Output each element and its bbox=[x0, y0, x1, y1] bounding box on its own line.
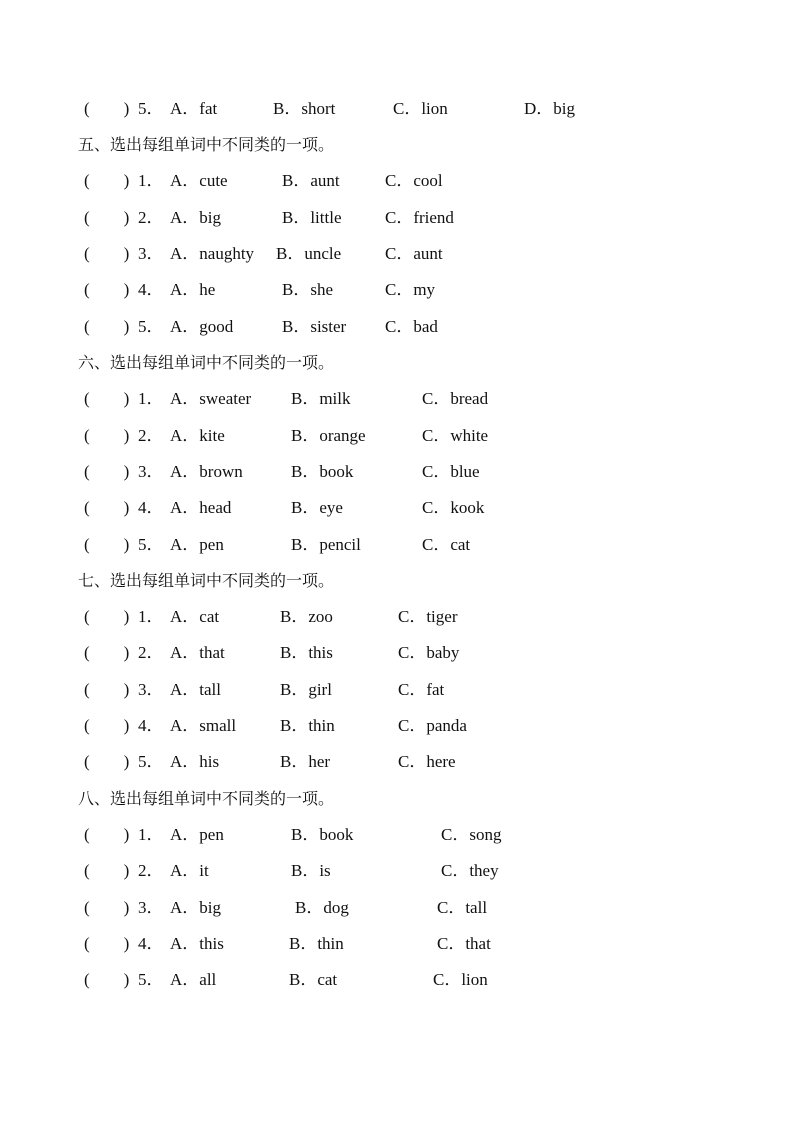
option-c: C．fat bbox=[398, 680, 445, 699]
option-b: B．book bbox=[291, 462, 354, 481]
answer-blank[interactable]: ( ) bbox=[84, 389, 130, 408]
answer-blank[interactable]: ( ) bbox=[84, 462, 130, 481]
option-c: C．that bbox=[437, 934, 491, 953]
option-a: A．it bbox=[170, 861, 209, 880]
option-c: C．kook bbox=[422, 498, 485, 517]
question-number: 1． bbox=[138, 389, 164, 408]
option-a: A．pen bbox=[170, 535, 224, 554]
answer-blank[interactable]: ( ) bbox=[84, 825, 130, 844]
option-c: C．bad bbox=[385, 317, 438, 336]
question-number: 2． bbox=[138, 208, 164, 227]
question-number: 4． bbox=[138, 280, 164, 299]
option-c: C．cat bbox=[422, 535, 471, 554]
option-c: C．panda bbox=[398, 716, 467, 735]
option-a: A．head bbox=[170, 498, 232, 517]
answer-blank[interactable]: ( ) bbox=[84, 680, 130, 699]
option-a: A．naughty bbox=[170, 244, 255, 263]
option-c: C．tall bbox=[437, 898, 488, 917]
option-c: C．tiger bbox=[398, 607, 458, 626]
option-a: A．his bbox=[170, 752, 220, 771]
option-b: B．book bbox=[291, 825, 354, 844]
answer-blank[interactable]: ( ) bbox=[84, 426, 130, 445]
option-a: A．cat bbox=[170, 607, 220, 626]
option-a: A．this bbox=[170, 934, 224, 953]
option-b: B．little bbox=[282, 208, 342, 227]
option-c: C．bread bbox=[422, 389, 489, 408]
option-c: C．blue bbox=[422, 462, 480, 481]
option-b: B．aunt bbox=[282, 171, 340, 190]
question-number: 3． bbox=[138, 244, 164, 263]
question-number: 5． bbox=[138, 535, 164, 554]
question-number: 2． bbox=[138, 643, 164, 662]
question-number: 5． bbox=[138, 99, 164, 118]
option-c: C．song bbox=[441, 825, 502, 844]
option-a: A．pen bbox=[170, 825, 224, 844]
option-b: B．dog bbox=[295, 898, 349, 917]
answer-blank[interactable]: ( ) bbox=[84, 244, 130, 263]
option-c: C．white bbox=[422, 426, 489, 445]
option-b: B．uncle bbox=[276, 244, 342, 263]
option-b: B．sister bbox=[282, 317, 347, 336]
question-number: 4． bbox=[138, 498, 164, 517]
question-number: 4． bbox=[138, 716, 164, 735]
option-a: A．good bbox=[170, 317, 234, 336]
answer-blank[interactable]: ( ) bbox=[84, 535, 130, 554]
option-a: A．sweater bbox=[170, 389, 252, 408]
option-b: B．she bbox=[282, 280, 333, 299]
section-heading: 七、选出每组单词中不同类的一项。 bbox=[78, 571, 335, 590]
option-b: B．eye bbox=[291, 498, 343, 517]
option-d: D．big bbox=[524, 99, 575, 118]
option-b: B．cat bbox=[289, 970, 338, 989]
answer-blank[interactable]: ( ) bbox=[84, 716, 130, 735]
answer-blank[interactable]: ( ) bbox=[84, 99, 130, 118]
option-b: B．zoo bbox=[280, 607, 333, 626]
option-a: A．fat bbox=[170, 99, 218, 118]
option-a: A．big bbox=[170, 898, 221, 917]
question-number: 1． bbox=[138, 607, 164, 626]
option-c: C．cool bbox=[385, 171, 443, 190]
question-number: 5． bbox=[138, 317, 164, 336]
option-c: C．baby bbox=[398, 643, 460, 662]
answer-blank[interactable]: ( ) bbox=[84, 171, 130, 190]
question-number: 3． bbox=[138, 680, 164, 699]
option-b: B．girl bbox=[280, 680, 332, 699]
answer-blank[interactable]: ( ) bbox=[84, 208, 130, 227]
question-number: 3． bbox=[138, 462, 164, 481]
option-b: B．pencil bbox=[291, 535, 361, 554]
answer-blank[interactable]: ( ) bbox=[84, 280, 130, 299]
answer-blank[interactable]: ( ) bbox=[84, 934, 130, 953]
option-a: A．kite bbox=[170, 426, 225, 445]
answer-blank[interactable]: ( ) bbox=[84, 498, 130, 517]
answer-blank[interactable]: ( ) bbox=[84, 317, 130, 336]
option-a: A．big bbox=[170, 208, 221, 227]
answer-blank[interactable]: ( ) bbox=[84, 970, 130, 989]
option-a: A．that bbox=[170, 643, 225, 662]
answer-blank[interactable]: ( ) bbox=[84, 752, 130, 771]
question-number: 3． bbox=[138, 898, 164, 917]
section-heading: 六、选出每组单词中不同类的一项。 bbox=[78, 353, 335, 372]
option-a: A．tall bbox=[170, 680, 221, 699]
option-c: C．lion bbox=[433, 970, 488, 989]
question-number: 1． bbox=[138, 825, 164, 844]
question-number: 4． bbox=[138, 934, 164, 953]
question-number: 5． bbox=[138, 970, 164, 989]
option-a: A．cute bbox=[170, 171, 228, 190]
question-number: 2． bbox=[138, 426, 164, 445]
option-b: B．milk bbox=[291, 389, 351, 408]
option-b: B．this bbox=[280, 643, 333, 662]
option-c: C．they bbox=[441, 861, 499, 880]
option-b: B．her bbox=[280, 752, 331, 771]
question-number: 1． bbox=[138, 171, 164, 190]
option-a: A．he bbox=[170, 280, 216, 299]
answer-blank[interactable]: ( ) bbox=[84, 643, 130, 662]
option-c: C．lion bbox=[393, 99, 448, 118]
option-b: B．short bbox=[273, 99, 336, 118]
answer-blank[interactable]: ( ) bbox=[84, 898, 130, 917]
answer-blank[interactable]: ( ) bbox=[84, 861, 130, 880]
option-c: C．my bbox=[385, 280, 436, 299]
section-heading: 八、选出每组单词中不同类的一项。 bbox=[78, 789, 335, 808]
option-c: C．aunt bbox=[385, 244, 443, 263]
option-a: A．brown bbox=[170, 462, 243, 481]
option-a: A．small bbox=[170, 716, 237, 735]
question-number: 5． bbox=[138, 752, 164, 771]
option-b: B．orange bbox=[291, 426, 366, 445]
option-a: A．all bbox=[170, 970, 217, 989]
option-b: B．thin bbox=[289, 934, 344, 953]
option-b: B．is bbox=[291, 861, 331, 880]
option-b: B．thin bbox=[280, 716, 335, 735]
answer-blank[interactable]: ( ) bbox=[84, 607, 130, 626]
option-c: C．friend bbox=[385, 208, 454, 227]
section-heading: 五、选出每组单词中不同类的一项。 bbox=[78, 135, 335, 154]
question-number: 2． bbox=[138, 861, 164, 880]
option-c: C．here bbox=[398, 752, 456, 771]
